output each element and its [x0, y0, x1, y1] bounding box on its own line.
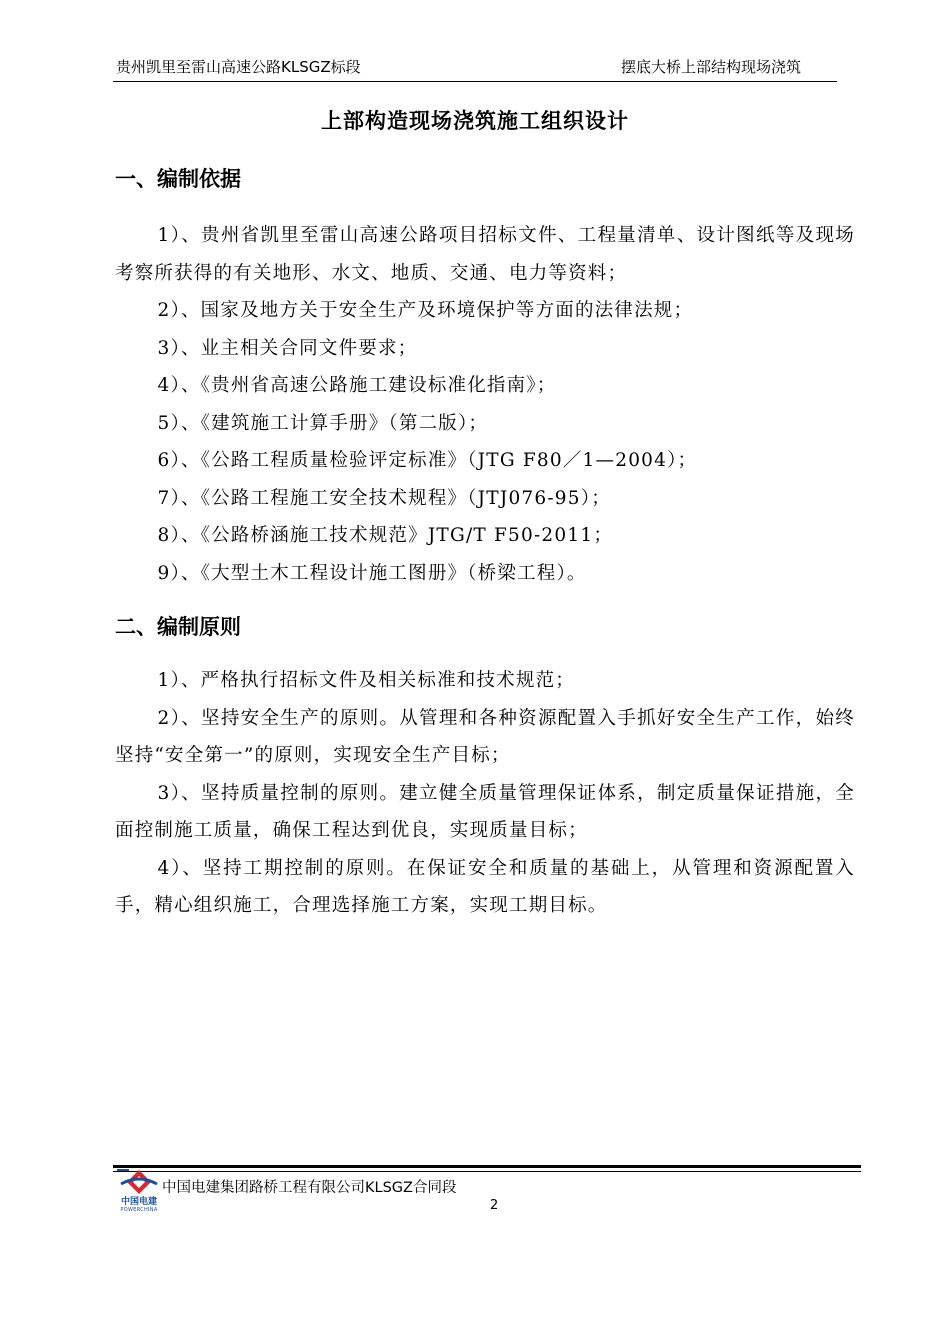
footer-rule-thick — [113, 1165, 861, 1168]
logo-subtext: POWERCHINA — [120, 1207, 158, 1213]
basis-item: 6）、《公路工程质量检验评定标准》（JTG F80／1—2004）； — [157, 450, 698, 471]
page-number: 2 — [490, 1198, 499, 1213]
footer-rule-thin — [113, 1171, 861, 1172]
principle-item: 1）、严格执行招标文件及相关标准和技术规范； — [157, 670, 575, 691]
basis-item: 2）、国家及地方关于安全生产及环境保护等方面的法律法规； — [157, 300, 694, 321]
principle-item: 2）、坚持安全生产的原则。从管理和各种资源配置入手抓好安全生产工作，始终坚持“安全第一”的原则，实现安全生产目标； — [115, 707, 855, 766]
principles-list — [115, 662, 855, 925]
page-header — [113, 52, 837, 82]
header-project-name: 贵州凯里至雷山高速公路KLSGZ标段 — [116, 58, 361, 76]
principle-item: 3）、坚持质量控制的原则。建立健全质量管理保证体系，制定质量保证措施，全面控制施工质量，确保工程达到优良，实现质量目标； — [115, 782, 855, 841]
basis-item: 8）、《公路桥涵施工技术规范》JTG/T F50-2011； — [157, 525, 614, 546]
header-rule — [113, 81, 837, 83]
basis-item: 4）、《贵州省高速公路施工建设标准化指南》； — [157, 375, 557, 396]
basis-list — [115, 217, 855, 592]
document-title: 上部构造现场浇筑施工组织设计 — [321, 109, 629, 133]
basis-item: 1）、贵州省凯里至雷山高速公路项目招标文件、工程量清单、设计图纸等及现场考察所获得的有关地形、水文、地质、交通、电力等资料； — [115, 225, 855, 284]
section-heading-basis: 一、编制依据 — [115, 167, 241, 191]
basis-item: 9）、《大型土木工程设计施工图册》（桥梁工程）。 — [157, 562, 587, 584]
header-section-name: 摆底大桥上部结构现场浇筑 — [620, 58, 801, 76]
basis-item: 5）、《建筑施工计算手册》（第二版）； — [157, 412, 489, 434]
powerchina-emblem-icon — [113, 1168, 165, 1198]
logo-text: 中国电建 — [120, 1197, 157, 1207]
section-heading-principles: 二、编制原则 — [115, 615, 241, 639]
powerchina-logo — [113, 1168, 165, 1214]
basis-item: 7）、《公路工程施工安全技术规程》（JTJ076-95）； — [157, 487, 611, 509]
principle-item: 4）、坚持工期控制的原则。在保证安全和质量的基础上，从管理和资源配置入手，精心组织施工，合理选择施工方案，实现工期目标。 — [115, 857, 855, 916]
footer-company-name: 中国电建集团路桥工程有限公司KLSGZ合同段 — [162, 1180, 457, 1196]
basis-item: 3）、业主相关合同文件要求； — [157, 337, 418, 359]
